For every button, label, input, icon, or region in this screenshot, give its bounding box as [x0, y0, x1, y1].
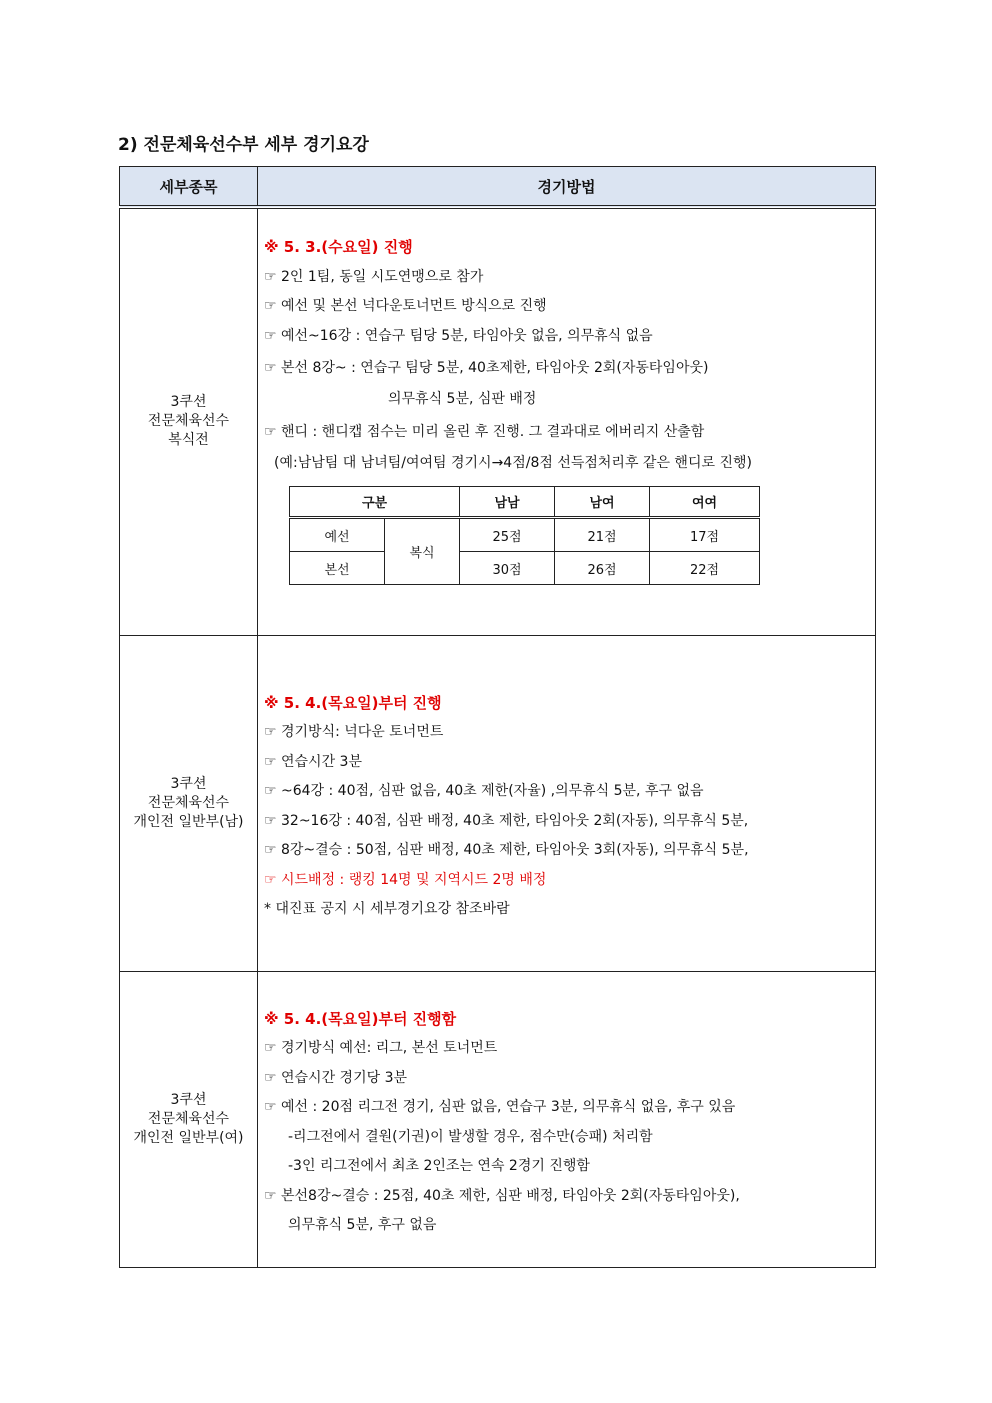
handicap-stage: 예선 [290, 518, 385, 552]
table-row [120, 207, 876, 635]
event-cell [120, 207, 258, 635]
method-cell [258, 971, 876, 1267]
handicap-header: 남남 [460, 487, 555, 518]
handicap-header: 여여 [650, 487, 760, 518]
rule-line: ☞ 연습시간 경기당 3분 [264, 1069, 408, 1086]
header-method: 경기방법 [258, 167, 876, 208]
section-title: 2) 전문체육선수부 세부 경기요강 [118, 135, 369, 155]
table-row [120, 971, 876, 1267]
rule-line: ☞ 연습시간 3분 [264, 753, 362, 770]
seed-rule-line: ☞ 시드배정 : 랭킹 14명 및 지역시드 2명 배정 [264, 871, 547, 888]
rule-line: -3인 리그전에서 최초 2인조는 연속 2경기 진행함 [288, 1158, 590, 1174]
rule-line: ☞ 2인 1팀, 동일 시도연맹으로 참가 [264, 268, 484, 285]
method-cell [258, 635, 876, 971]
handicap-header: 남여 [555, 487, 650, 518]
handicap-type: 복식 [385, 518, 460, 585]
schedule-note: ※ 5. 3.(수요일) 진행 [264, 238, 413, 256]
event-line: 전문체육선수 [147, 413, 230, 430]
rule-line: ☞ 예선 : 20점 리그전 경기, 심판 없음, 연습구 3분, 의무휴식 없음, 후구 있음 [264, 1099, 736, 1115]
rule-line: ☞ 32~16강 : 40점, 심판 배정, 40초 제한, 타임아웃 2회(자동), 의무휴식 5분, [264, 812, 749, 829]
rule-note: * 대진표 공지 시 세부경기요강 참조바람 [264, 901, 510, 917]
handicap-table [289, 486, 760, 585]
rule-example: (예:남남팀 대 남녀팀/여여팀 경기시→4점/8점 선득점처리후 같은 핸디로 진행) [274, 454, 752, 471]
handicap-value: 21점 [555, 518, 650, 552]
event-line: 개인전 일반부(여) [133, 1129, 244, 1146]
event-cell [120, 971, 258, 1267]
handicap-stage: 본선 [290, 552, 385, 585]
rule-line: ☞ 본선 8강~ : 연습구 팀당 5분, 40초제한, 타임아웃 2회(자동타임아웃) [264, 360, 709, 376]
method-cell [258, 207, 876, 635]
header-event: 세부종목 [120, 167, 258, 208]
event-line: 복식전 [168, 432, 209, 449]
event-line: 3쿠션 [170, 775, 207, 792]
handicap-value: 26점 [555, 552, 650, 585]
rule-line: -리그전에서 결원(기권)이 발생할 경우, 점수만(승패) 처리함 [288, 1128, 653, 1145]
rule-line: 의무휴식 5분, 심판 배정 [388, 391, 537, 407]
rule-line: ☞ 핸디 : 핸디캡 점수는 미리 올린 후 진행. 그 결과대로 에버리지 산출함 [264, 423, 705, 440]
rule-line: ☞ 예선~16강 : 연습구 팀당 5분, 타임아웃 없음, 의무휴식 없음 [264, 327, 653, 344]
event-line: 전문체육선수 [147, 1110, 230, 1127]
handicap-value: 22점 [650, 552, 760, 585]
event-cell [120, 635, 258, 971]
handicap-value: 17점 [650, 518, 760, 552]
event-line: 전문체육선수 [147, 794, 230, 811]
rule-line: ☞ 예선 및 본선 넉다운토너먼트 방식으로 진행 [264, 298, 547, 314]
handicap-value: 30점 [460, 552, 555, 585]
schedule-note: ※ 5. 4.(목요일)부터 진행 [264, 693, 442, 712]
rule-line: 의무휴식 5분, 후구 없음 [288, 1217, 437, 1233]
handicap-value: 25점 [460, 518, 555, 552]
rule-line: ☞ 본선8강~결승 : 25점, 40초 제한, 심판 배정, 타임아웃 2회(자동타임아웃), [264, 1187, 740, 1204]
event-line: 3쿠션 [170, 1091, 207, 1108]
event-line: 3쿠션 [170, 394, 207, 411]
rule-line: ☞ 경기방식: 넉다운 토너먼트 [264, 724, 444, 740]
rule-line: ☞ 8강~결승 : 50점, 심판 배정, 40초 제한, 타임아웃 3회(자동), 의무휴식 5분, [264, 842, 749, 858]
table-row [120, 635, 876, 971]
competition-rules-table [119, 166, 876, 1268]
rule-line: ☞ 경기방식 예선: 리그, 본선 토너먼트 [264, 1040, 498, 1056]
schedule-note: ※ 5. 4.(목요일)부터 진행함 [264, 1009, 457, 1028]
rule-line: ☞ ~64강 : 40점, 심판 없음, 40초 제한(자율) ,의무휴식 5분, 후구 없음 [264, 783, 704, 799]
handicap-header: 구분 [290, 487, 460, 518]
event-line: 개인전 일반부(남) [133, 813, 244, 830]
